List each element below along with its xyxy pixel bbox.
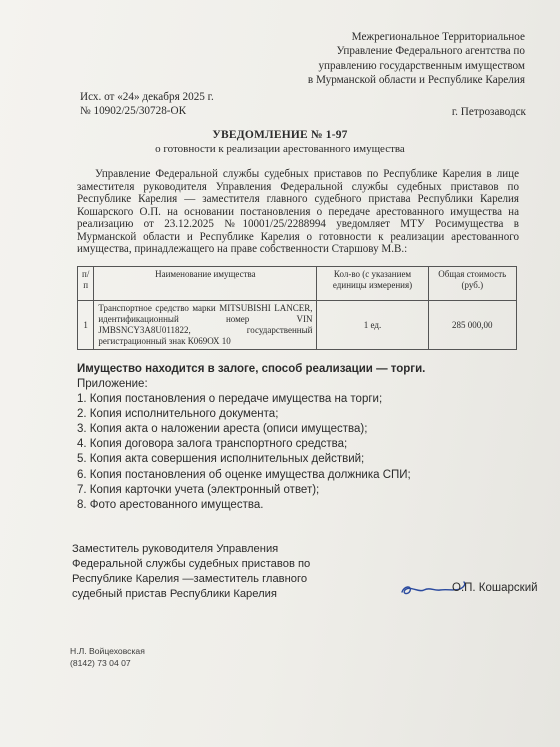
- attachment-item: 1. Копия постановления о передаче имущества на торги;: [77, 393, 383, 406]
- row-number: 1: [78, 301, 94, 350]
- document-subtitle: о готовности к реализации арестованного имущества: [155, 143, 405, 155]
- executor-block: [70, 645, 145, 669]
- document-title: УВЕДОМЛЕНИЕ № 1-97: [212, 129, 348, 141]
- property-cost: 285 000,00: [428, 301, 516, 350]
- body-paragraph: [77, 168, 519, 256]
- addressee-block: [300, 30, 525, 87]
- attachment-item: 6. Копия постановления об оценке имущества должника СПИ;: [77, 468, 411, 481]
- attachment-item: 7. Копия карточки учета (электронный ответ);: [77, 483, 320, 496]
- signatory-role-line: Федеральной службы судебных приставов по: [72, 558, 311, 570]
- pledge-note: Имущество находится в залоге, способ реализации — торги.: [77, 363, 426, 375]
- table-row: [78, 301, 517, 350]
- addressee-line: в Мурманской области и Республике Карелия: [307, 73, 525, 86]
- table-header-row: [78, 267, 517, 301]
- property-quantity: 1 ед.: [317, 301, 428, 350]
- table-header-cell: п/п: [78, 267, 94, 301]
- outgoing-date: Исх. от «24» декабря 2025 г.: [80, 91, 214, 103]
- table-header-cell: Кол-во (с указанием единицы измерения): [317, 267, 428, 301]
- city: г. Петрозаводск: [451, 106, 526, 118]
- attachment-item: 8. Фото арестованного имущества.: [77, 498, 264, 511]
- addressee-line: управлению государственным имуществом: [318, 59, 525, 72]
- outgoing-number: № 10902/25/30728-ОК: [80, 104, 187, 117]
- attachments-list: [77, 392, 411, 513]
- property-name: Транспортное средство марки MITSUBISHI LANCER, идентификационный номер VIN JMBSNCY3A8U011822, государственный регистрационный знак К069ОХ 10: [94, 301, 317, 350]
- attachment-item: 4. Копия договора залога транспортного средства;: [77, 438, 348, 451]
- addressee-line: Межрегиональное Территориальное: [351, 31, 525, 43]
- body-paragraph-text: Управление Федеральной службы судебных приставов по Республике Карелия в лице заместителя руководителя Управления Федеральной службы судебных приставов по Республике Карелия — заместителя главного судебного пристава Республики Карелия Кошарского О.П. на основании постановления о передаче арестованного имущества на реализацию от 23.12.2025 №10001/25/2288994 уведомляет МТУ Росимущества в Мурманской области и Республике Карелия о готовности к реализации арестованного имущества, принадлежащего на праве собственности Старшову М.В.:: [77, 168, 519, 256]
- attachment-item: 2. Копия исполнительного документа;: [77, 408, 279, 421]
- attachment-item: 3. Копия акта о наложении ареста (описи имущества);: [77, 423, 368, 436]
- addressee-line: Управление Федерального агентства по: [336, 45, 525, 58]
- table-header-cell: Общая стоимость (руб.): [428, 267, 516, 301]
- property-table: [77, 266, 517, 350]
- attachment-item: 5. Копия акта совершения исполнительных действий;: [77, 453, 365, 466]
- outgoing-reference: [80, 91, 214, 118]
- signatory-role-line: судебный пристав Республики Карелия: [72, 588, 277, 600]
- attachments-block: [77, 377, 411, 513]
- executor-phone: (8142) 73 04 07: [70, 658, 131, 668]
- signatory-role-line: Заместитель руководителя Управления: [72, 543, 279, 555]
- signatory-name: О.П. Кошарский: [452, 582, 538, 594]
- signatory-role: [72, 542, 332, 602]
- table-header-cell: Наименование имущества: [94, 267, 317, 301]
- attachments-heading: Приложение:: [77, 378, 148, 390]
- executor-name: Н.Л. Войцеховская: [70, 646, 145, 656]
- signatory-role-line: Республике Карелия —заместитель главного: [72, 573, 308, 585]
